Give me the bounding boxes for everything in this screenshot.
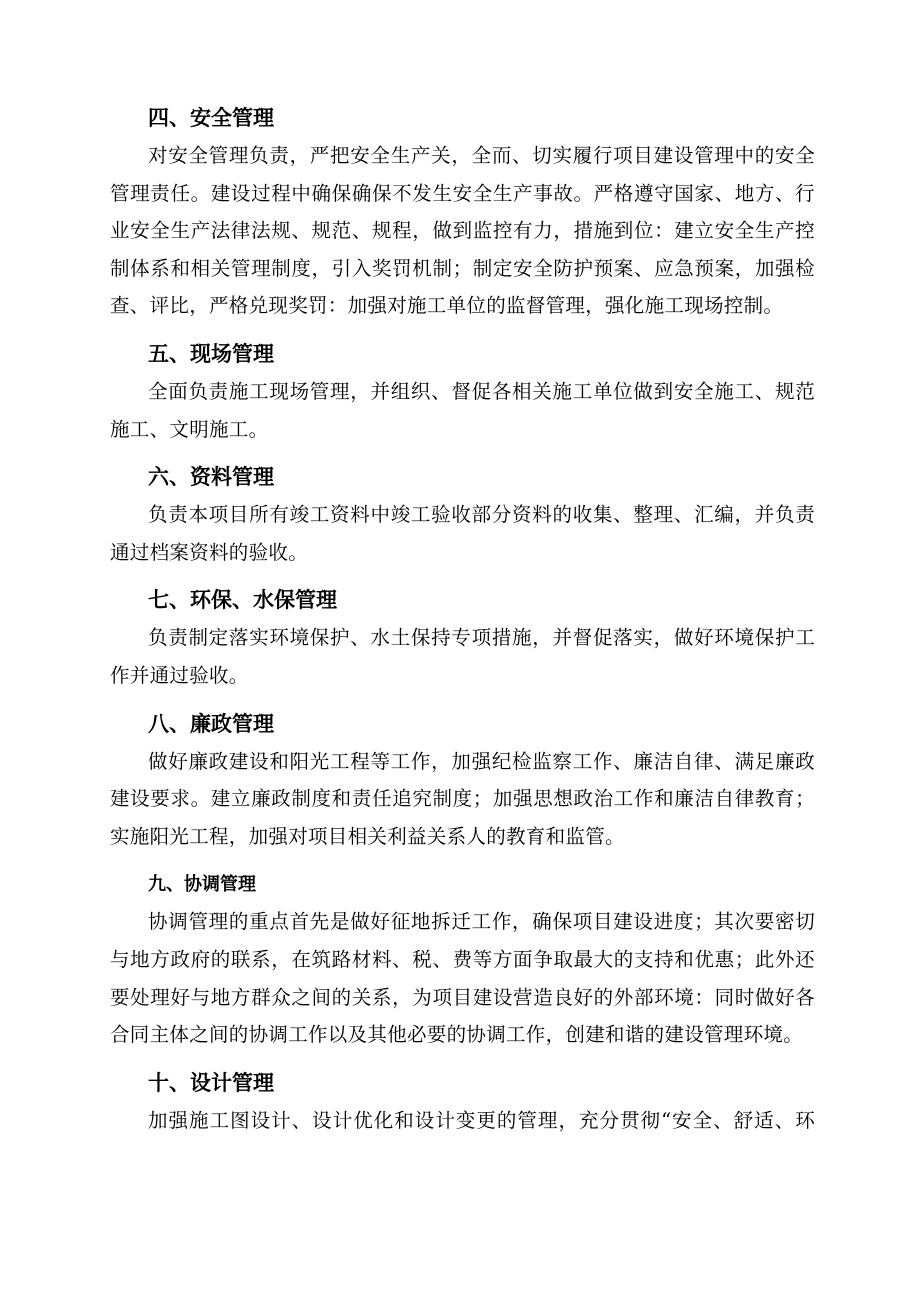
section-heading: 九、协调管理 [148,874,256,896]
section-paragraph: 负责本项目所有竣工资料中竣工验收部分资料的收集、整理、汇编，并负责通过档案资料的验收。 [110,503,815,564]
section-paragraph: 加强施工图设计、设计优化和设计变更的管理，充分贯彻“安全、舒适、环 [148,1108,815,1132]
section-design-management [110,1065,815,1140]
section-heading: 五、现场管理 [148,341,274,366]
section-heading: 八、廉政管理 [148,711,274,736]
section-heading: 七、环保、水保管理 [148,588,337,613]
section-paragraph: 全面负责施工现场管理，并组织、督促各相关施工单位做到安全施工、规范施工、文明施工。 [110,379,815,441]
section-safety-management [110,100,815,325]
section-paragraph: 负责制定落实环境保护、水土保持专项措施，并督促落实，做好环境保护工作并通过验收。 [110,626,815,687]
document-body [110,100,815,1150]
section-paragraph: 协调管理的重点首先是做好征地拆迁工作，确保项目建设进度；其次要密切与地方政府的联系，在筑路材料、税、费等方面争取最大的支持和优惠；此外还要处理好与地方群众之间的关系，为项目建设营造良好的外部环境：同时做好各合同主体之间的协调工作以及其他必要的协调工作，创建和谐的建设管理环境。 [110,910,815,1047]
section-paragraph: 对安全管理负责，严把安全生产关，全而、切实履行项目建设管理中的安全管理责任。建设过程中确保确保不发生安全生产事故。严格遵守国家、地方、行业安全生产法律法规、规范、规程，做到监控有力，措施到位：建立安全生产控制体系和相关管理制度，引入奖罚机制；制定安全防护预案、应急预案，加强检查、评比，严格兑现奖罚：加强对施工单位的监督管理，强化施工现场控制。 [110,144,815,318]
section-document-management [110,459,815,571]
section-heading: 四、安全管理 [148,106,274,130]
section-heading: 十、设计管理 [148,1070,274,1095]
section-heading: 六、资料管理 [148,465,274,490]
section-integrity-management [110,706,815,856]
section-paragraph: 做好廉政建设和阳光工程等工作，加强纪检监察工作、廉洁自律、满足廉政建设要求。建立廉政制度和责任追究制度；加强思想政治工作和廉洁自律教育；实施阳光工程，加强对项目相关利益关系人的教育和监管。 [110,749,815,848]
section-environment-management [110,582,815,694]
section-coordination-management [110,866,815,1053]
section-site-management [110,336,815,448]
